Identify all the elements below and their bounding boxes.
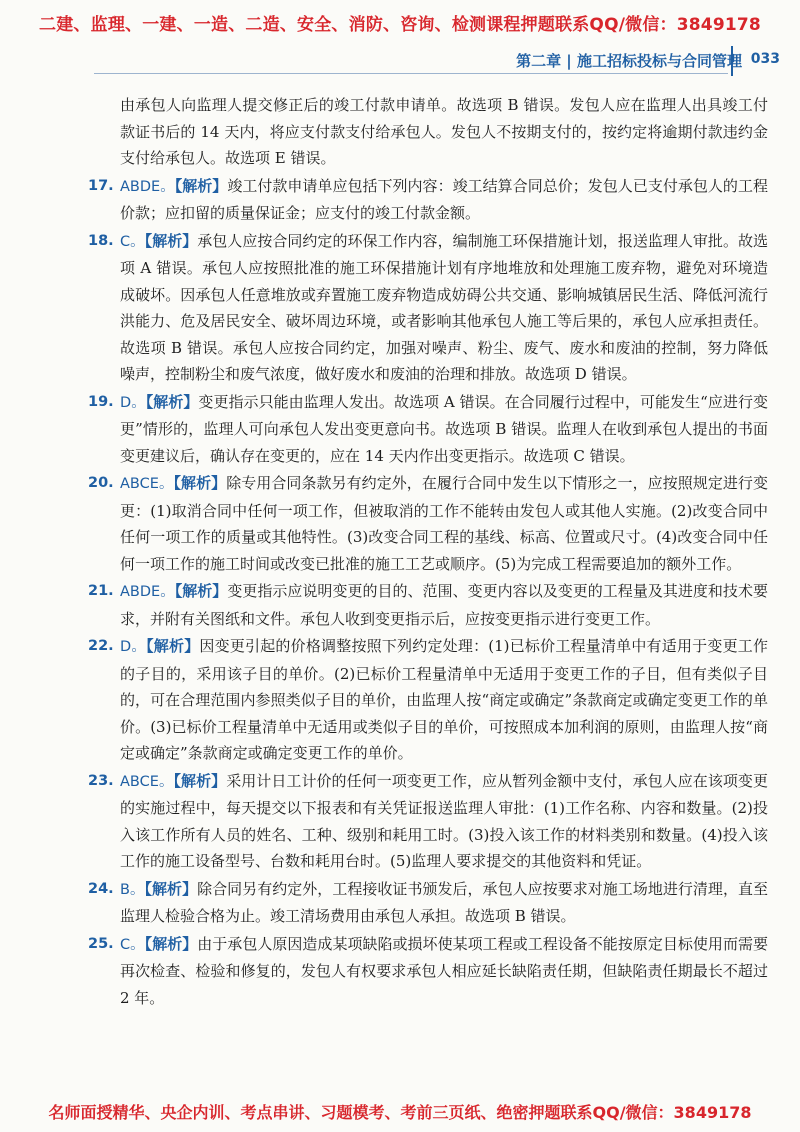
answer-key: C。 xyxy=(120,936,145,953)
analysis-tag: 【解析】 xyxy=(144,231,198,250)
chapter-running-head: 第二章 | 施工招标投标与合同管理 xyxy=(516,52,742,70)
analysis-tag: 【解析】 xyxy=(173,771,227,790)
answer-key: ABCE。 xyxy=(120,476,174,492)
question-number: 23. xyxy=(88,772,114,789)
explanation-text: 采用计日工计价的任何一项变更工作，应从暂列金额中支付，承包人应在该项变更的实施过程中，每天提交以下报表和有关凭证报送监理人审批：(1)工作名称、内容和数量。(2)投入该工作所有人员的姓名、工种、级别和耗用工时。(3)投入该工作的材料类别和数量。(4)投入该工作的施工设备型号、台数和耗用台时。(5)监理人要求提交的其他资料和凭证。 xyxy=(120,771,768,870)
answer-entry-22 xyxy=(88,633,768,767)
bottom-banner: 名师面授精华、央企内训、考点串讲、习题模考、考前三页纸、绝密押题联系QQ/微信：3849178 xyxy=(48,1103,752,1122)
question-number: 20. xyxy=(88,475,114,491)
explanation-text: 由于承包人原因造成某项缺陷或损坏使某项工程或工程设备不能按原定目标使用而需要再次检查、检验和修复的，发包人有权要求承包人相应延长缺陷责任期，但缺陷责任期最长不超过 2 年。 xyxy=(120,934,768,1007)
question-number: 21. xyxy=(88,583,114,599)
answer-key: D。 xyxy=(120,639,147,655)
explanation-text: 因变更引起的价格调整按照下列约定处理：(1)已标价工程量清单中有适用于变更工作的子目的，采用该子目的单价。(2)已标价工程量清单中无适用于变更工作的子目，但有类似子目的，可在合理范围内参照类似子目的单价，由监理人按“商定或确定”条款商定或确定变更工作的单价。(3)已标价工程量清单中无适用或类似子目的单价，可按照成本加利润的原则，由监理人按“商定或确定”条款商定或确定变更工作的单价。 xyxy=(120,637,768,762)
header-rule xyxy=(94,73,728,74)
answer-explanations xyxy=(88,92,768,1012)
question-number: 19. xyxy=(88,393,114,410)
answer-key: ABDE。 xyxy=(120,584,175,600)
question-number: 18. xyxy=(88,232,114,249)
explanation-text: 竣工付款申请单应包括下列内容：竣工结算合同总价；发包人已支付承包人的工程价款；应扣留的质量保证金；应支付的竣工付款金额。 xyxy=(120,176,768,222)
answer-entry-24 xyxy=(88,876,768,930)
analysis-tag: 【解析】 xyxy=(144,879,198,898)
analysis-tag: 【解析】 xyxy=(145,392,199,411)
question-number: 17. xyxy=(88,177,114,194)
analysis-tag: 【解析】 xyxy=(174,582,228,600)
answer-entry-21 xyxy=(88,578,768,632)
page-number: 033 xyxy=(750,51,780,67)
explanation-text: 除专用合同条款另有约定外，在履行合同中发生以下情形之一，应按照规定进行变更：(1)取消合同中任何一项工作，但被取消的工作不能转由发包人或其他人实施。(2)改变合同中任何一项工作的质量或其他特性。(3)改变合同工程的基线、标高、位置或尺寸。(4)改变合同中任何一项工作的施工时间或改变已批准的施工工艺或顺序。(5)为完成工程需要追加的额外工作。 xyxy=(120,474,768,573)
answer-key: D。 xyxy=(120,394,146,411)
answer-key: ABDE。 xyxy=(120,178,175,195)
top-banner: 二建、监理、一建、一造、二造、安全、消防、咨询、检测课程押题联系QQ/微信：3849178 xyxy=(39,15,761,35)
question-number: 25. xyxy=(88,935,114,952)
question-number: 24. xyxy=(88,880,114,897)
answer-entry-20 xyxy=(88,470,768,577)
answer-key: B。 xyxy=(120,881,145,898)
explanation-text: 变更指示应说明变更的目的、范围、变更内容以及变更的工程量及其进度和技术要求，并附有关图纸和文件。承包人收到变更指示后，应按变更指示进行变更工作。 xyxy=(120,582,768,628)
explanation-text: 承包人应按合同约定的环保工作内容，编制施工环保措施计划，报送监理人审批。故选项 A 错误。承包人应按照批准的施工环保措施计划有序地堆放和处理施工废弃物，避免对环境造成破坏。因承包人任意堆放或弃置施工废弃物造成妨碍公共交通、影响城镇居民生活、降低河流行洪能力、危及居民安全、破坏周边环境，或者影响其他承包人施工等后果的，承包人应承担责任。故选项 B 错误。承包人应按合同约定，加强对噪声、粉尘、废气、废水和废油的控制，努力降低噪声，控制粉尘和废气浓度，做好废水和废油的治理和排放。故选项 D 错误。 xyxy=(120,231,768,383)
analysis-tag: 【解析】 xyxy=(146,637,200,655)
answer-entry-19 xyxy=(88,389,768,470)
analysis-tag: 【解析】 xyxy=(144,934,198,953)
answer-key: ABCE。 xyxy=(120,773,174,790)
explanation-text: 除合同另有约定外，工程接收证书颁发后，承包人应按要求对施工场地进行清理，直至监理人检验合格为止。竣工清场费用由承包人承担。故选项 B 错误。 xyxy=(120,879,768,925)
continued-paragraph: 由承包人向监理人提交修正后的竣工付款申请单。故选项 B 错误。发包人应在监理人出具竣工付款证书后的 14 天内，将应支付款支付给承包人。发包人不按期支付的，按约定将逾期付款违约金支付给承包人。故选项 E 错误。 xyxy=(120,96,768,167)
answer-entry-25 xyxy=(88,931,768,1012)
analysis-tag: 【解析】 xyxy=(174,176,228,195)
question-number: 22. xyxy=(88,638,114,654)
analysis-tag: 【解析】 xyxy=(173,474,227,492)
answer-key: C。 xyxy=(120,233,145,250)
answer-entry-17 xyxy=(88,173,768,227)
explanation-text: 变更指示只能由监理人发出。故选项 A 错误。在合同履行过程中，可能发生“应进行变更”情形的，监理人可向承包人发出变更意向书。故选项 B 错误。监理人在收到承包人提出的书面变更建议后，确认存在变更的，应在 14 天内作出变更指示。故选项 C 错误。 xyxy=(120,392,768,465)
answer-entry-23 xyxy=(88,768,768,875)
answer-entry-18 xyxy=(88,228,768,388)
